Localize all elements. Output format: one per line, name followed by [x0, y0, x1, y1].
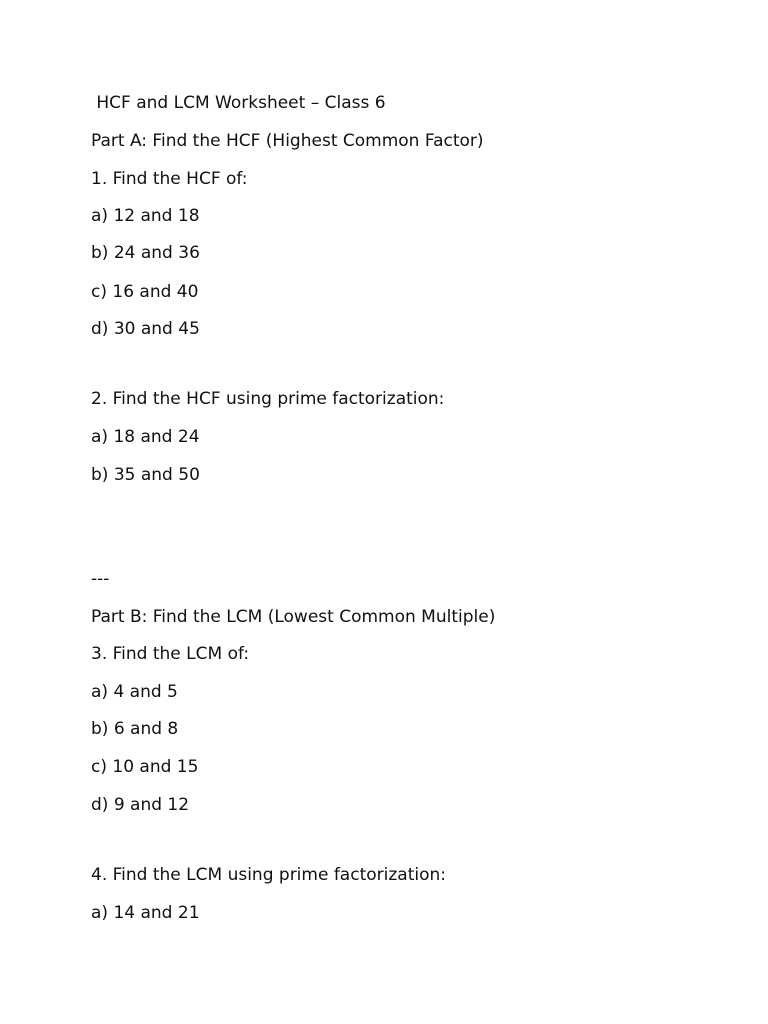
question-3-item-b: b) 6 and 8 — [91, 719, 179, 739]
question-1-item-a: a) 12 and 18 — [91, 206, 200, 226]
question-3-item-a: a) 4 and 5 — [91, 682, 178, 702]
worksheet-title: HCF and LCM Worksheet – Class 6 — [91, 93, 386, 113]
part-b-heading: Part B: Find the LCM (Lowest Common Multiple) — [91, 607, 496, 627]
question-3-item-c: c) 10 and 15 — [91, 757, 199, 777]
section-separator: --- — [91, 569, 110, 589]
question-3-item-d: d) 9 and 12 — [91, 795, 190, 815]
question-2-prompt: 2. Find the HCF using prime factorization: — [91, 389, 445, 409]
part-a-heading: Part A: Find the HCF (Highest Common Factor) — [91, 131, 484, 151]
question-2-item-a: a) 18 and 24 — [91, 427, 200, 447]
question-1-item-d: d) 30 and 45 — [91, 319, 200, 339]
question-1-item-c: c) 16 and 40 — [91, 282, 199, 302]
question-1-prompt: 1. Find the HCF of: — [91, 169, 248, 189]
question-4-item-a: a) 14 and 21 — [91, 903, 200, 923]
question-2-item-b: b) 35 and 50 — [91, 465, 200, 485]
question-4-prompt: 4. Find the LCM using prime factorization: — [91, 865, 446, 885]
question-3-prompt: 3. Find the LCM of: — [91, 644, 250, 664]
question-1-item-b: b) 24 and 36 — [91, 243, 200, 263]
